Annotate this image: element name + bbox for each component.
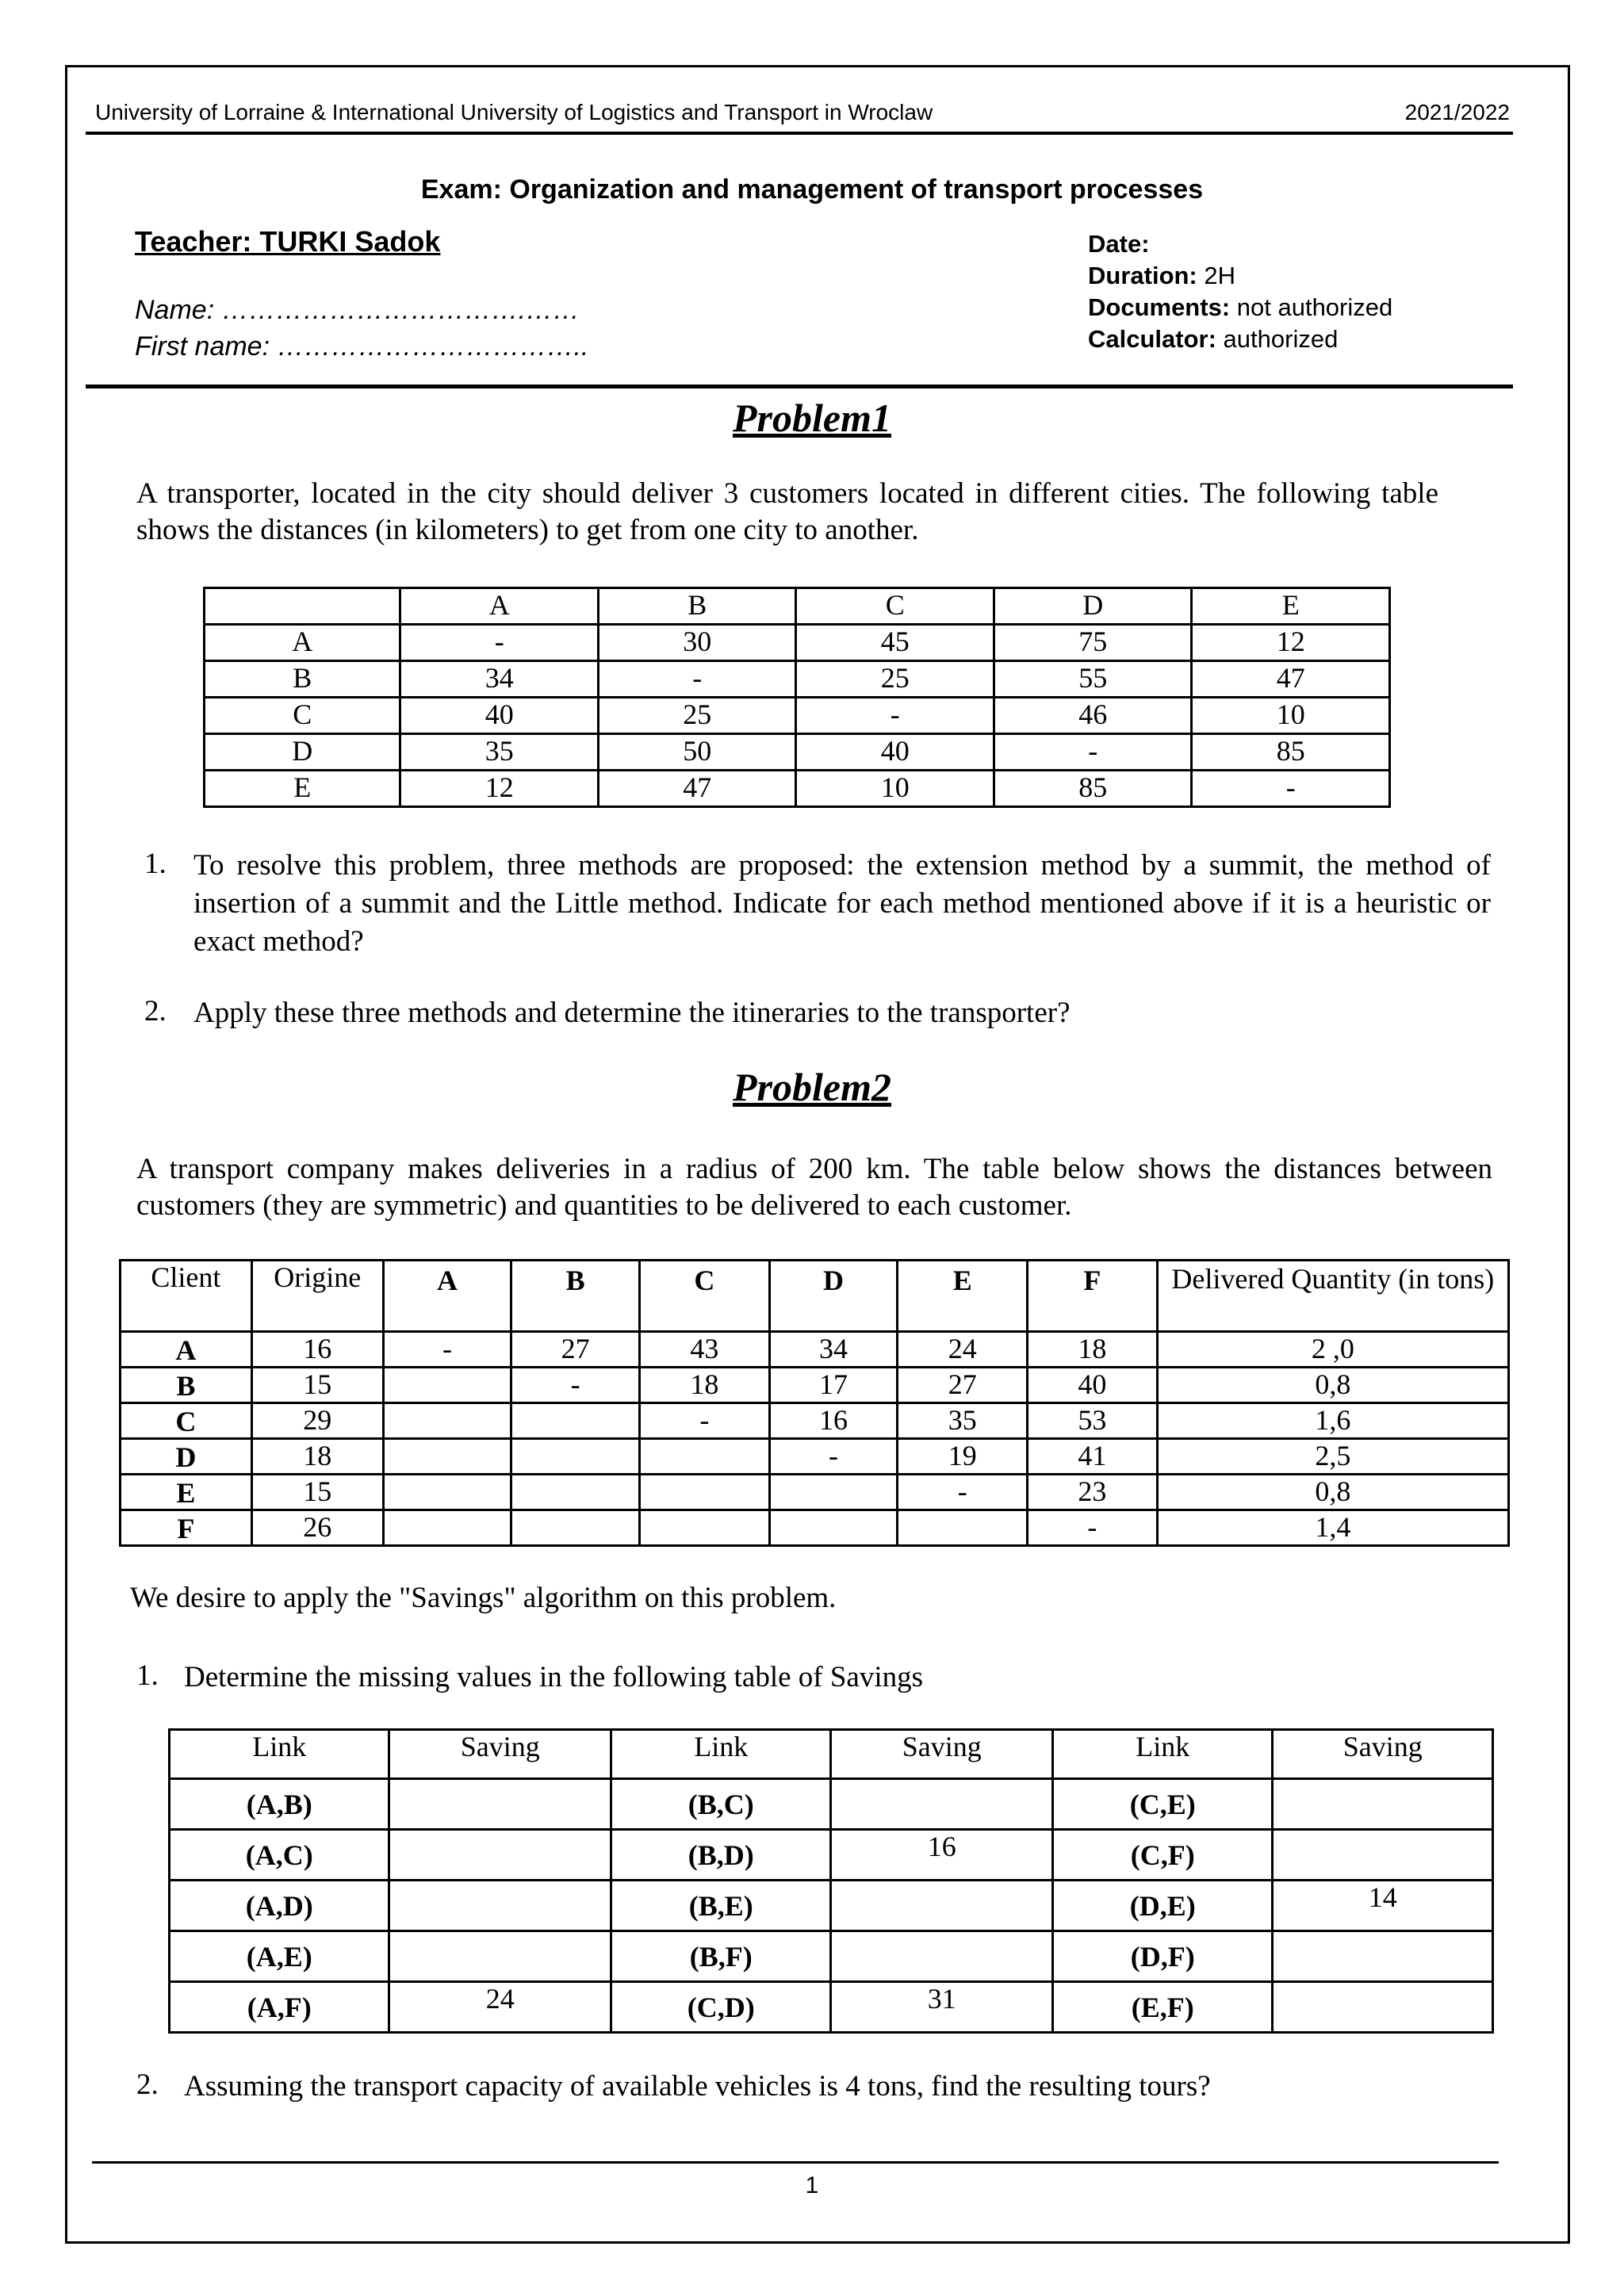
table-cell	[511, 1403, 640, 1439]
header-cell: D	[769, 1261, 898, 1332]
title-divider	[86, 385, 1513, 388]
saving-cell: 14	[1273, 1881, 1493, 1931]
header-cell: A	[383, 1261, 511, 1332]
link-cell: (A,F)	[170, 1982, 389, 2033]
teacher: Teacher: TURKI Sadok	[135, 225, 441, 258]
header-cell: A	[400, 588, 599, 625]
table-cell: 12	[400, 771, 599, 807]
table-cell: 85	[1192, 734, 1390, 771]
header-cell: Link	[170, 1730, 389, 1779]
table-cell: 0,8	[1157, 1475, 1508, 1510]
table-row	[205, 625, 1390, 661]
table-cell: 26	[251, 1510, 383, 1546]
saving-cell	[1273, 1830, 1493, 1881]
header-cell: B	[511, 1261, 640, 1332]
header-cell: Saving	[831, 1730, 1053, 1779]
table-row	[121, 1475, 1509, 1510]
problem1-intro: A transporter, located in the city should deliver 3 customers located in different cities. The following table shows the distances (in kilometers) to get from one city to another.	[136, 477, 1438, 546]
row-label: E	[205, 771, 400, 807]
table-cell	[640, 1439, 770, 1475]
table-cell: 46	[994, 698, 1192, 734]
header-cell: D	[994, 588, 1192, 625]
exam-date: Date:	[1088, 230, 1150, 258]
header-cell: C	[640, 1261, 770, 1332]
saving-cell	[389, 1881, 611, 1931]
table-row	[170, 1881, 1493, 1931]
distance-table	[203, 587, 1391, 808]
table-row	[205, 661, 1390, 698]
row-label: D	[121, 1439, 252, 1475]
table-cell: 40	[1028, 1368, 1158, 1403]
table-cell	[511, 1475, 640, 1510]
saving-cell	[389, 1779, 611, 1830]
exam-calculator: Calculator: authorized	[1088, 325, 1339, 353]
table-cell: 16	[769, 1403, 898, 1439]
header-cell: E	[898, 1261, 1028, 1332]
table-cell: 47	[1192, 661, 1390, 698]
table-row	[205, 771, 1390, 807]
table-cell: 85	[994, 771, 1192, 807]
table-cell: 18	[640, 1368, 770, 1403]
row-label: C	[121, 1403, 252, 1439]
row-label: E	[121, 1475, 252, 1510]
problem2-question1: Determine the missing values in the following table of Savings	[184, 1661, 924, 1693]
link-cell: (A,C)	[170, 1830, 389, 1881]
table-cell	[383, 1475, 511, 1510]
header-cell: Saving	[389, 1730, 611, 1779]
table-cell: -	[383, 1332, 511, 1368]
table-row	[121, 1368, 1509, 1403]
table-cell	[898, 1510, 1028, 1546]
exam-duration: Duration: 2H	[1088, 262, 1236, 289]
table-cell: 27	[898, 1368, 1028, 1403]
table-cell: -	[898, 1475, 1028, 1510]
customer-distance-table	[119, 1259, 1510, 1547]
saving-cell: 31	[831, 1982, 1053, 2033]
table-cell: 18	[251, 1439, 383, 1475]
exam-title: Exam: Organization and management of transport processes	[420, 174, 1204, 205]
row-label: D	[205, 734, 400, 771]
table-cell: 29	[251, 1403, 383, 1439]
footer-divider	[92, 2161, 1499, 2164]
saving-cell	[831, 1931, 1053, 1982]
saving-cell	[1273, 1982, 1493, 2033]
table-cell: 2 ,0	[1157, 1332, 1508, 1368]
table-row	[121, 1332, 1509, 1368]
link-cell: (B,E)	[611, 1881, 830, 1931]
table-cell: 41	[1028, 1439, 1158, 1475]
table-cell: 40	[400, 698, 599, 734]
link-cell: (B,C)	[611, 1779, 830, 1830]
table-cell: 27	[511, 1332, 640, 1368]
header-cell: E	[1192, 588, 1390, 625]
saving-cell	[831, 1779, 1053, 1830]
saving-cell: 16	[831, 1830, 1053, 1881]
row-label: B	[121, 1368, 252, 1403]
problem1-question1: To resolve this problem, three methods are proposed: the extension method by a summit, the method of insertion of a summit and the Little method. Indicate for each method mentioned above if it is a heuristic or exact method?	[193, 849, 1491, 958]
table-cell: 53	[1028, 1403, 1158, 1439]
table-cell: 75	[994, 625, 1192, 661]
table-cell: -	[511, 1368, 640, 1403]
table-cell: 15	[251, 1475, 383, 1510]
table-row	[170, 1982, 1493, 2033]
link-cell: (A,B)	[170, 1779, 389, 1830]
link-cell: (A,E)	[170, 1931, 389, 1982]
table-cell	[640, 1475, 770, 1510]
table-cell: -	[640, 1403, 770, 1439]
table-cell	[383, 1510, 511, 1546]
saving-cell	[389, 1830, 611, 1881]
saving-cell	[831, 1881, 1053, 1931]
link-cell: (D,E)	[1052, 1881, 1272, 1931]
table-cell: -	[796, 698, 994, 734]
question-number: 2.	[144, 995, 167, 1027]
question-number: 2.	[136, 2068, 159, 2101]
table-cell	[640, 1510, 770, 1546]
link-cell: (C,E)	[1052, 1779, 1272, 1830]
link-cell: (B,D)	[611, 1830, 830, 1881]
table-cell: 16	[251, 1332, 383, 1368]
table-row	[170, 1830, 1493, 1881]
table-header-row	[170, 1730, 1493, 1779]
header-cell: Saving	[1273, 1730, 1493, 1779]
name-field: Name: …………………………….……	[135, 295, 580, 325]
question-number: 1.	[136, 1659, 159, 1692]
row-label: C	[205, 698, 400, 734]
table-cell	[511, 1510, 640, 1546]
savings-table	[168, 1728, 1494, 2034]
table-cell: 24	[898, 1332, 1028, 1368]
header-cell: Delivered Quantity (in tons)	[1157, 1261, 1508, 1332]
table-header-row	[121, 1261, 1509, 1332]
header-cell: C	[796, 588, 994, 625]
table-cell	[383, 1439, 511, 1475]
question-number: 1.	[144, 848, 167, 880]
table-cell: 1,4	[1157, 1510, 1508, 1546]
row-label: F	[121, 1510, 252, 1546]
saving-cell	[1273, 1779, 1493, 1830]
table-cell: -	[400, 625, 599, 661]
table-cell: 0,8	[1157, 1368, 1508, 1403]
table-cell: 12	[1192, 625, 1390, 661]
header-cell: F	[1028, 1261, 1158, 1332]
header-cell: Origine	[251, 1261, 383, 1332]
link-cell: (D,F)	[1052, 1931, 1272, 1982]
table-cell: 43	[640, 1332, 770, 1368]
table-cell: 35	[898, 1403, 1028, 1439]
saving-cell	[1273, 1931, 1493, 1982]
problem2-intro: A transport company makes deliveries in a radius of 200 km. The table below shows the distances between customers (they are symmetric) and quantities to be delivered to each customer.	[136, 1153, 1492, 1222]
table-cell: 25	[796, 661, 994, 698]
table-cell: 40	[796, 734, 994, 771]
problem1-title: Problem1	[733, 396, 891, 440]
table-cell: 50	[598, 734, 796, 771]
table-cell: 55	[994, 661, 1192, 698]
row-label: A	[121, 1332, 252, 1368]
table-cell: 34	[769, 1332, 898, 1368]
header-cell: Link	[1052, 1730, 1272, 1779]
savings-intro: We desire to apply the "Savings" algorithm on this problem.	[130, 1582, 837, 1614]
table-cell: -	[598, 661, 796, 698]
table-cell: -	[994, 734, 1192, 771]
table-row	[205, 734, 1390, 771]
table-cell	[769, 1475, 898, 1510]
header-cell: Client	[121, 1261, 252, 1332]
saving-cell	[389, 1931, 611, 1982]
table-row	[121, 1403, 1509, 1439]
header-cell: Link	[611, 1730, 830, 1779]
row-label: A	[205, 625, 400, 661]
first-name-field: First name: ……………………………..	[135, 331, 589, 362]
table-cell: 15	[251, 1368, 383, 1403]
table-cell: -	[1192, 771, 1390, 807]
university-header: University of Lorraine & International University of Logistics and Transport in Wroclaw	[95, 100, 933, 124]
table-cell: 1,6	[1157, 1403, 1508, 1439]
table-cell: 10	[796, 771, 994, 807]
table-cell: 10	[1192, 698, 1390, 734]
table-cell: -	[1028, 1510, 1158, 1546]
table-cell: 23	[1028, 1475, 1158, 1510]
table-cell	[383, 1403, 511, 1439]
table-row	[121, 1510, 1509, 1546]
header-divider	[86, 132, 1513, 135]
link-cell: (E,F)	[1052, 1982, 1272, 2033]
table-cell: 2,5	[1157, 1439, 1508, 1475]
saving-cell: 24	[389, 1982, 611, 2033]
table-row	[170, 1931, 1493, 1982]
table-row	[205, 698, 1390, 734]
table-cell	[769, 1510, 898, 1546]
problem2-title: Problem2	[733, 1065, 891, 1109]
page-number: 1	[805, 2172, 819, 2198]
academic-year: 2021/2022	[1404, 100, 1510, 124]
problem2-question2: Assuming the transport capacity of available vehicles is 4 tons, find the resulting tours?	[184, 2070, 1211, 2103]
table-cell: 47	[598, 771, 796, 807]
table-cell: 17	[769, 1368, 898, 1403]
table-cell	[511, 1439, 640, 1475]
table-cell: 25	[598, 698, 796, 734]
table-cell: 30	[598, 625, 796, 661]
table-cell: 45	[796, 625, 994, 661]
table-cell	[383, 1368, 511, 1403]
table-cell: -	[769, 1439, 898, 1475]
exam-documents: Documents: not authorized	[1088, 293, 1393, 321]
link-cell: (B,F)	[611, 1931, 830, 1982]
table-row	[170, 1779, 1493, 1830]
header-cell: B	[598, 588, 796, 625]
table-cell: 34	[400, 661, 599, 698]
table-cell: 35	[400, 734, 599, 771]
table-header-row	[205, 588, 1390, 625]
link-cell: (A,D)	[170, 1881, 389, 1931]
table-cell: 18	[1028, 1332, 1158, 1368]
table-cell: 19	[898, 1439, 1028, 1475]
header-cell	[205, 588, 400, 625]
link-cell: (C,D)	[611, 1982, 830, 2033]
table-row	[121, 1439, 1509, 1475]
problem1-question2: Apply these three methods and determine the itineraries to the transporter?	[193, 997, 1071, 1029]
row-label: B	[205, 661, 400, 698]
link-cell: (C,F)	[1052, 1830, 1272, 1881]
